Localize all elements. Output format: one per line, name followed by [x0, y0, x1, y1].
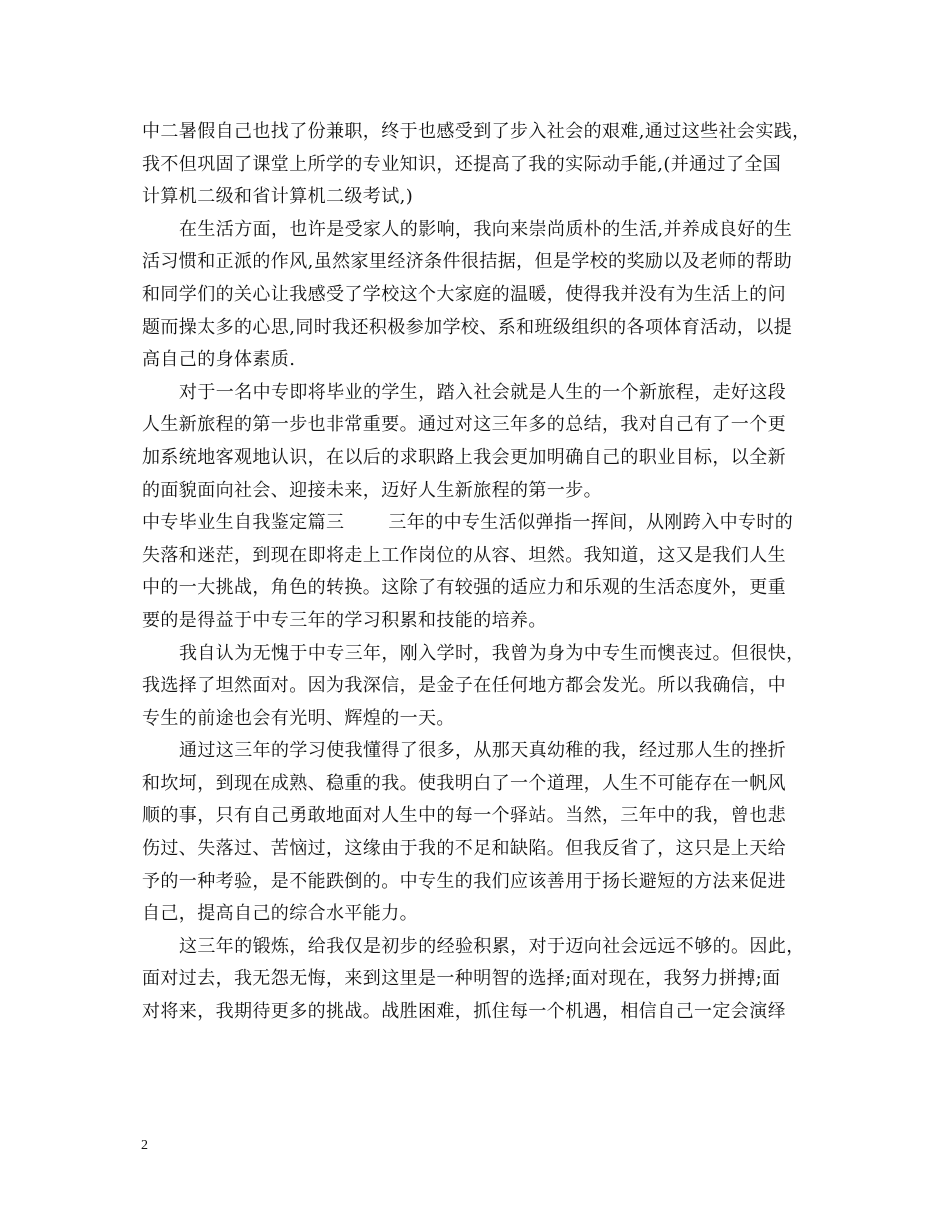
text-line: 失落和迷茫，到现在即将走上工作岗位的从容、坦然。我知道，这又是我们人生 [142, 544, 786, 566]
text-line: 和同学们的关心让我感受了学校这个大家庭的温暖，使得我并没有为生活上的问 [142, 283, 786, 305]
text-line: 活习惯和正派的作风,虽然家里经济条件很拮据，但是学校的奖励以及老师的帮助 [142, 251, 793, 273]
document-body [142, 116, 810, 1029]
text-line: 自己，提高自己的综合水平能力。 [142, 903, 418, 925]
text-line: 在生活方面，也许是受家人的影响，我向来崇尚质朴的生活,并养成良好的生 [179, 218, 793, 240]
text-line: 予的一种考验，是不能跌倒的。中专生的我们应该善用于扬长避短的方法来促进 [142, 870, 786, 892]
text-line: 对于一名中专即将毕业的学生，踏入社会就是人生的一个新旅程，走好这段 [179, 381, 787, 403]
text-line: 计算机二级和省计算机二级考试,) [142, 186, 414, 208]
text-line: 这三年的锻炼，给我仅是初步的经验积累，对于迈向社会远远不够的。因此， [179, 935, 805, 957]
text-line: 面对过去，我无怨无悔，来到这里是一种明智的选择;面对现在，我努力拼搏;面 [142, 968, 781, 990]
text-line: 中二暑假自己也找了份兼职，终于也感受到了步入社会的艰难,通过这些社会实践， [142, 121, 811, 142]
section-heading: 中专毕业生自我鉴定篇三 [142, 512, 345, 534]
text-line: 伤过、失落过、苦恼过，这缘由于我的不足和缺陷。但我反省了，这只是上天给 [142, 838, 786, 860]
text-line: 我不但巩固了课堂上所学的专业知识，还提高了我的实际动手能,(并通过了全国 [142, 153, 782, 175]
text-line: 我自认为无愧于中专三年，刚入学时，我曾为身为中专生而懊丧过。但很快， [179, 642, 805, 664]
text-line: 高自己的身体素质. [142, 349, 296, 371]
text-line: 加系统地客观地认识，在以后的求职路上我会更加明确自己的职业目标，以全新 [142, 446, 786, 468]
text-line: 要的是得益于中专三年的学习积累和技能的培养。 [142, 609, 547, 631]
text-line: 三年的中专生活似弹指一挥间，从刚跨入中专时的 [388, 512, 794, 534]
text-line: 专生的前途也会有光明、辉煌的一天。 [142, 707, 455, 729]
text-line: 通过这三年的学习使我懂得了很多，从那天真幼稚的我，经过那人生的挫折 [179, 740, 787, 762]
text-line: 中的一大挑战，角色的转换。这除了有较强的适应力和乐观的生活态度外，更重 [142, 577, 786, 599]
text-line: 人生新旅程的第一步也非常重要。通过对这三年多的总结，我对自己有了一个更 [142, 414, 786, 436]
section-heading-line [142, 507, 810, 540]
text-line: 和坎坷，到现在成熟、稳重的我。使我明白了一个道理，人生不可能存在一帆风 [142, 772, 786, 794]
page-number: 2 [141, 1138, 148, 1153]
text-line: 顺的事，只有自己勇敢地面对人生中的每一个驿站。当然，三年中的我，曾也悲 [142, 805, 786, 827]
text-line: 对将来，我期待更多的挑战。战胜困难，抓住每一个机遇，相信自己一定会演绎 [142, 1001, 786, 1023]
text-line: 的面貌面向社会、迎接未来，迈好人生新旅程的第一步。 [142, 479, 602, 501]
text-line: 我选择了坦然面对。因为我深信，是金子在任何地方都会发光。所以我确信，中 [142, 675, 786, 697]
text-line: 题而操太多的心思,同时我还积极参加学校、系和班级组织的各项体育活动，以提 [142, 316, 793, 338]
